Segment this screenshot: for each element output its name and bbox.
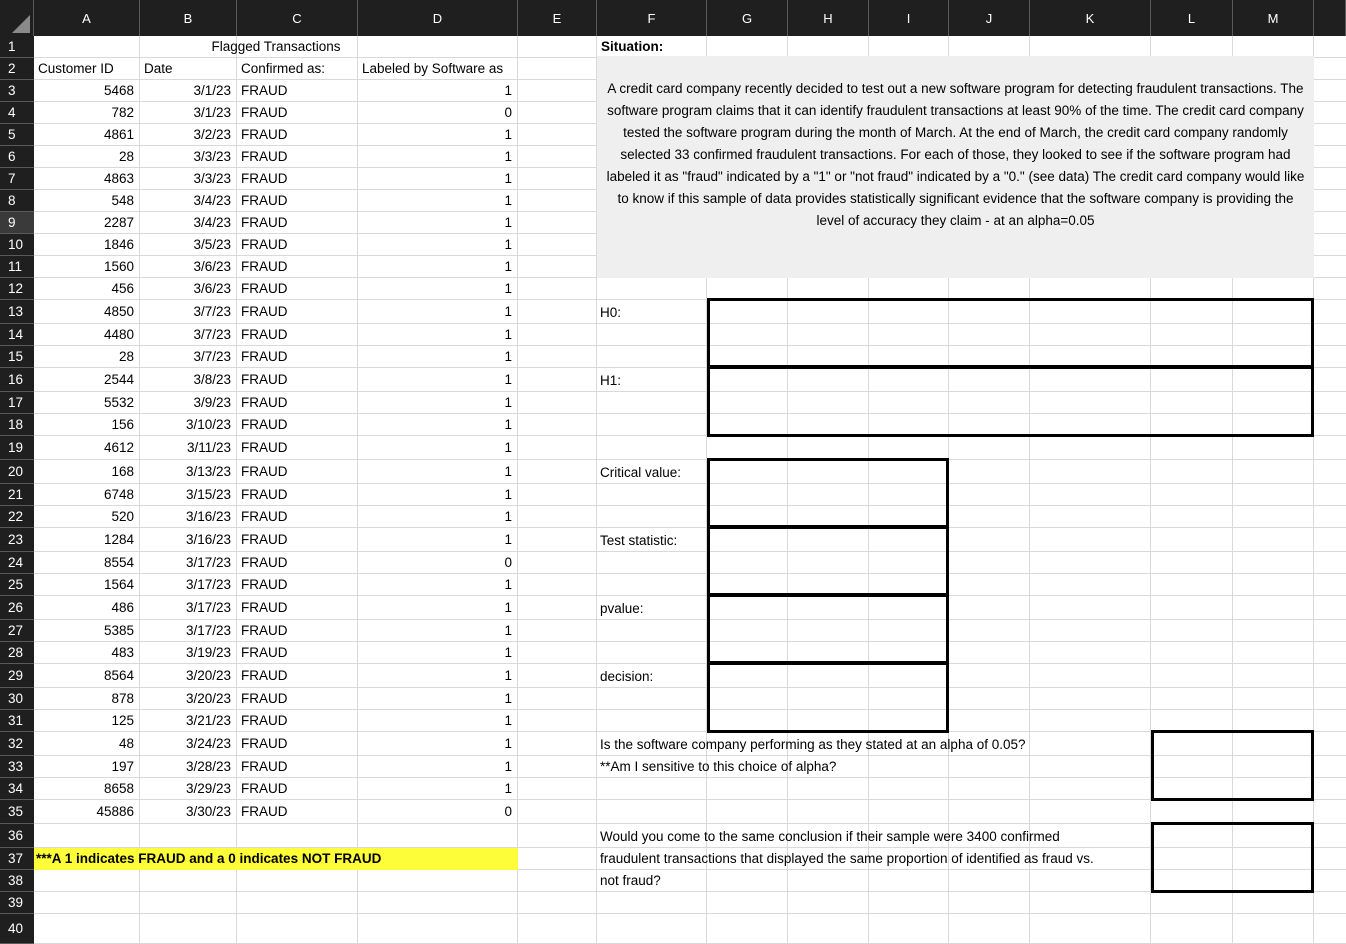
column-header-c[interactable]: C [237,0,358,36]
column-header-i[interactable]: I [869,0,949,36]
test-statistic-label: Test statistic: [600,533,678,548]
confirmed-cell[interactable]: FRAUD [241,349,288,364]
row-header-35[interactable]: 35 [0,800,34,824]
date-cell[interactable]: 3/17/23 [185,555,231,570]
labeled-cell[interactable]: 1 [504,464,512,479]
row-header-26[interactable]: 26 [0,596,34,620]
labeled-cell[interactable]: 1 [504,736,512,751]
labeled-cell[interactable]: 1 [504,349,512,364]
customer-id-cell[interactable]: 2287 [103,215,134,230]
column-header-b[interactable]: B [140,0,237,36]
labeled-cell[interactable]: 1 [504,440,512,455]
critical-value-answer-box[interactable] [707,458,949,528]
row-header-19[interactable]: 19 [0,436,34,460]
pvalue-answer-box[interactable] [707,594,949,664]
column-header-g[interactable]: G [707,0,788,36]
customer-id-cell[interactable]: 4850 [103,304,134,319]
critical-value-label: Critical value: [600,465,682,480]
customer-id-cell[interactable]: 782 [111,105,134,120]
row-header-20[interactable]: 20 [0,460,34,484]
date-cell[interactable]: 3/7/23 [193,304,231,319]
row-header-27[interactable]: 27 [0,620,34,642]
column-header-f[interactable]: F [597,0,707,36]
row-header-5[interactable]: 5 [0,124,34,146]
row-header-2[interactable]: 2 [0,58,34,80]
question1-line1: Is the software company performing as they stated at an alpha of 0.05? [600,737,1026,752]
row-header-40[interactable]: 40 [0,914,34,944]
row-header-38[interactable]: 38 [0,870,34,892]
customer-id-cell[interactable]: 156 [111,417,134,432]
confirmed-cell[interactable]: FRAUD [241,171,288,186]
date-cell[interactable]: 3/6/23 [193,281,231,296]
row-header-25[interactable]: 25 [0,574,34,596]
h1-answer-box[interactable] [707,366,1314,437]
customer-id-cell[interactable]: 4612 [103,440,134,455]
labeled-cell[interactable]: 1 [504,215,512,230]
labeled-cell[interactable]: 1 [504,127,512,142]
labeled-cell[interactable]: 1 [504,668,512,683]
confirmed-cell[interactable]: FRAUD [241,736,288,751]
customer-id-cell[interactable]: 8658 [103,781,134,796]
question2-line1: Would you come to the same conclusion if their sample were 3400 confirmed [600,829,1060,844]
date-cell[interactable]: 3/3/23 [193,171,231,186]
labeled-cell[interactable]: 1 [504,417,512,432]
labeled-cell[interactable]: 1 [504,281,512,296]
row-header-12[interactable]: 12 [0,278,34,300]
select-all-corner[interactable] [0,0,34,36]
confirmed-cell[interactable]: FRAUD [241,395,288,410]
date-cell[interactable]: 3/16/23 [185,532,231,547]
confirmed-cell[interactable]: FRAUD [241,327,288,342]
row-header-24[interactable]: 24 [0,552,34,574]
customer-id-cell[interactable]: 125 [111,713,134,728]
header-confirmed[interactable]: Confirmed as: [241,61,326,76]
customer-id-cell[interactable]: 6748 [103,487,134,502]
row-header-16[interactable]: 16 [0,368,34,392]
labeled-cell[interactable]: 1 [504,645,512,660]
confirmed-cell[interactable]: FRAUD [241,713,288,728]
test-statistic-answer-box[interactable] [707,526,949,596]
labeled-cell[interactable]: 1 [504,713,512,728]
row-header-15[interactable]: 15 [0,346,34,368]
date-cell[interactable]: 3/3/23 [193,149,231,164]
customer-id-cell[interactable]: 4861 [103,127,134,142]
date-cell[interactable]: 3/30/23 [185,804,231,819]
labeled-cell[interactable]: 1 [504,759,512,774]
labeled-cell[interactable]: 0 [504,555,512,570]
row-header-34[interactable]: 34 [0,778,34,800]
labeled-cell[interactable]: 1 [504,395,512,410]
header-date[interactable]: Date [144,61,173,76]
confirmed-cell[interactable]: FRAUD [241,509,288,524]
confirmed-cell[interactable]: FRAUD [241,83,288,98]
row-header-9[interactable]: 9 [0,212,34,234]
date-cell[interactable]: 3/24/23 [185,736,231,751]
customer-id-cell[interactable]: 45886 [96,804,134,819]
row-header-37[interactable]: 37 [0,848,34,870]
labeled-cell[interactable]: 0 [504,804,512,819]
row-header-3[interactable]: 3 [0,80,34,102]
date-cell[interactable]: 3/15/23 [185,487,231,502]
customer-id-cell[interactable]: 5468 [103,83,134,98]
situation-label[interactable]: Situation: [601,39,664,54]
confirmed-cell[interactable]: FRAUD [241,464,288,479]
question1-line2: **Am I sensitive to this choice of alpha? [600,759,837,774]
row-header-14[interactable]: 14 [0,324,34,346]
column-header-filler [1314,0,1346,36]
date-cell[interactable]: 3/11/23 [186,440,231,455]
customer-id-cell[interactable]: 4863 [103,171,134,186]
date-cell[interactable]: 3/1/23 [193,105,231,120]
confirmed-cell[interactable]: FRAUD [241,281,288,296]
date-cell[interactable]: 3/5/23 [193,237,231,252]
date-cell[interactable]: 3/4/23 [193,193,231,208]
row-header-8[interactable]: 8 [0,190,34,212]
question2-line2: fraudulent transactions that displayed the same proportion of identified as fraud vs. [600,851,1094,866]
confirmed-cell[interactable]: FRAUD [241,600,288,615]
customer-id-cell[interactable]: 1284 [103,532,134,547]
customer-id-cell[interactable]: 28 [118,149,134,164]
customer-id-cell[interactable]: 1560 [103,259,134,274]
row-header-23[interactable]: 23 [0,528,34,552]
customer-id-cell[interactable]: 1564 [103,577,134,592]
labeled-cell[interactable]: 1 [504,304,512,319]
labeled-cell[interactable]: 1 [504,623,512,638]
date-cell[interactable]: 3/7/23 [193,327,231,342]
question2-answer-box[interactable] [1151,822,1314,893]
labeled-cell[interactable]: 1 [504,237,512,252]
row-header-28[interactable]: 28 [0,642,34,664]
decision-answer-box[interactable] [707,662,949,733]
date-cell[interactable]: 3/16/23 [185,509,231,524]
confirmed-cell[interactable]: FRAUD [241,487,288,502]
confirmed-cell[interactable]: FRAUD [241,532,288,547]
date-cell[interactable]: 3/13/23 [185,464,231,479]
row-header-4[interactable]: 4 [0,102,34,124]
labeled-cell[interactable]: 1 [504,372,512,387]
customer-id-cell[interactable]: 8564 [103,668,134,683]
date-cell[interactable]: 3/7/23 [193,349,231,364]
date-cell[interactable]: 3/20/23 [185,691,231,706]
confirmed-cell[interactable]: FRAUD [241,623,288,638]
labeled-cell[interactable]: 1 [504,691,512,706]
date-cell[interactable]: 3/10/23 [185,417,231,432]
confirmed-cell[interactable]: FRAUD [241,759,288,774]
confirmed-cell[interactable]: FRAUD [241,645,288,660]
date-cell[interactable]: 3/9/23 [193,395,231,410]
labeled-cell[interactable]: 1 [504,149,512,164]
row-header-1[interactable]: 1 [0,36,34,58]
column-header-h[interactable]: H [788,0,869,36]
customer-id-cell[interactable]: 4480 [103,327,134,342]
confirmed-cell[interactable]: FRAUD [241,372,288,387]
date-cell[interactable]: 3/17/23 [185,577,231,592]
labeled-cell[interactable]: 1 [504,509,512,524]
row-header-7[interactable]: 7 [0,168,34,190]
customer-id-cell[interactable]: 8554 [103,555,134,570]
confirmed-cell[interactable]: FRAUD [241,691,288,706]
question2-line3: not fraud? [600,873,661,888]
customer-id-cell[interactable]: 197 [111,759,134,774]
confirmed-cell[interactable]: FRAUD [241,304,288,319]
labeled-cell[interactable]: 1 [504,327,512,342]
date-cell[interactable]: 3/21/23 [185,713,231,728]
confirmed-cell[interactable]: FRAUD [241,237,288,252]
situation-text[interactable]: A credit card company recently decided to test out a new software program for detecting fraudulent transactions. The software program claims that it can identify fraudulent transactions at least 90% of the time. The credit card company tested the software program during the month of March. At the end of March, the credit card company randomly selected 33 confirmed fraudulent transactions. For each of those, they looked to see if the software program had labeled it as "fraud" indicated by a "1" or "not fraud" indicated by a "0." (see data) The credit card company would like to know if this sample of data provides statistically significant evidence that the software company is providing the level of accuracy they claim - at an alpha=0.05 [597,56,1314,278]
column-header-e[interactable]: E [518,0,597,36]
customer-id-cell[interactable]: 2544 [103,372,134,387]
row-header-31[interactable]: 31 [0,710,34,732]
column-header-j[interactable]: J [949,0,1030,36]
header-customer-id[interactable]: Customer ID [38,61,114,76]
customer-id-cell[interactable]: 48 [118,736,134,751]
customer-id-cell[interactable]: 483 [111,645,134,660]
date-cell[interactable]: 3/17/23 [185,600,231,615]
confirmed-cell[interactable]: FRAUD [241,215,288,230]
row-header-11[interactable]: 11 [0,256,34,278]
confirmed-cell[interactable]: FRAUD [241,668,288,683]
row-header-21[interactable]: 21 [0,484,34,506]
labeled-cell[interactable]: 1 [504,781,512,796]
row-header-13[interactable]: 13 [0,300,34,324]
customer-id-cell[interactable]: 486 [111,600,134,615]
confirmed-cell[interactable]: FRAUD [241,440,288,455]
column-header-m[interactable]: M [1233,0,1314,36]
date-cell[interactable]: 3/6/23 [193,259,231,274]
confirmed-cell[interactable]: FRAUD [241,127,288,142]
labeled-cell[interactable]: 1 [504,532,512,547]
row-header-18[interactable]: 18 [0,414,34,436]
confirmed-cell[interactable]: FRAUD [241,781,288,796]
customer-id-cell[interactable]: 878 [111,691,134,706]
row-header-32[interactable]: 32 [0,732,34,756]
date-cell[interactable]: 3/28/23 [185,759,231,774]
date-cell[interactable]: 3/4/23 [193,215,231,230]
date-cell[interactable]: 3/19/23 [185,645,231,660]
row-header-6[interactable]: 6 [0,146,34,168]
confirmed-cell[interactable]: FRAUD [241,105,288,120]
date-cell[interactable]: 3/17/23 [185,623,231,638]
labeled-cell[interactable]: 1 [504,83,512,98]
date-cell[interactable]: 3/29/23 [185,781,231,796]
column-header-l[interactable]: L [1151,0,1233,36]
pvalue-label: pvalue: [600,601,644,616]
row-header-29[interactable]: 29 [0,664,34,688]
customer-id-cell[interactable]: 456 [111,281,134,296]
column-header-a[interactable]: A [34,0,140,36]
legend-note[interactable]: ***A 1 indicates FRAUD and a 0 indicates NOT FRAUD [34,848,518,870]
labeled-cell[interactable]: 1 [504,259,512,274]
question1-answer-box[interactable] [1151,730,1314,801]
customer-id-cell[interactable]: 1846 [103,237,134,252]
confirmed-cell[interactable]: FRAUD [241,193,288,208]
column-header-d[interactable]: D [358,0,518,36]
row-header-36[interactable]: 36 [0,824,34,848]
labeled-cell[interactable]: 1 [504,577,512,592]
date-cell[interactable]: 3/1/23 [193,83,231,98]
customer-id-cell[interactable]: 168 [111,464,134,479]
confirmed-cell[interactable]: FRAUD [241,804,288,819]
date-cell[interactable]: 3/2/23 [193,127,231,142]
row-header-33[interactable]: 33 [0,756,34,778]
row-header-10[interactable]: 10 [0,234,34,256]
confirmed-cell[interactable]: FRAUD [241,555,288,570]
customer-id-cell[interactable]: 5532 [103,395,134,410]
confirmed-cell[interactable]: FRAUD [241,417,288,432]
customer-id-cell[interactable]: 520 [111,509,134,524]
row-header-30[interactable]: 30 [0,688,34,710]
column-header-k[interactable]: K [1030,0,1151,36]
date-cell[interactable]: 3/8/23 [193,372,231,387]
labeled-cell[interactable]: 1 [504,600,512,615]
table-title[interactable]: Flagged Transactions [211,39,341,54]
h0-answer-box[interactable] [707,298,1314,368]
labeled-cell[interactable]: 1 [504,487,512,502]
decision-label: decision: [600,669,654,684]
labeled-cell[interactable]: 1 [504,171,512,186]
customer-id-cell[interactable]: 28 [118,349,134,364]
row-header-39[interactable]: 39 [0,892,34,914]
confirmed-cell[interactable]: FRAUD [241,577,288,592]
customer-id-cell[interactable]: 548 [111,193,134,208]
customer-id-cell[interactable]: 5385 [103,623,134,638]
row-header-22[interactable]: 22 [0,506,34,528]
confirmed-cell[interactable]: FRAUD [241,149,288,164]
date-cell[interactable]: 3/20/23 [185,668,231,683]
row-header-17[interactable]: 17 [0,392,34,414]
h0-label: H0: [600,305,622,320]
h1-label: H1: [600,373,622,388]
labeled-cell[interactable]: 1 [504,193,512,208]
header-labeled[interactable]: Labeled by Software as [362,61,504,76]
labeled-cell[interactable]: 0 [504,105,512,120]
confirmed-cell[interactable]: FRAUD [241,259,288,274]
